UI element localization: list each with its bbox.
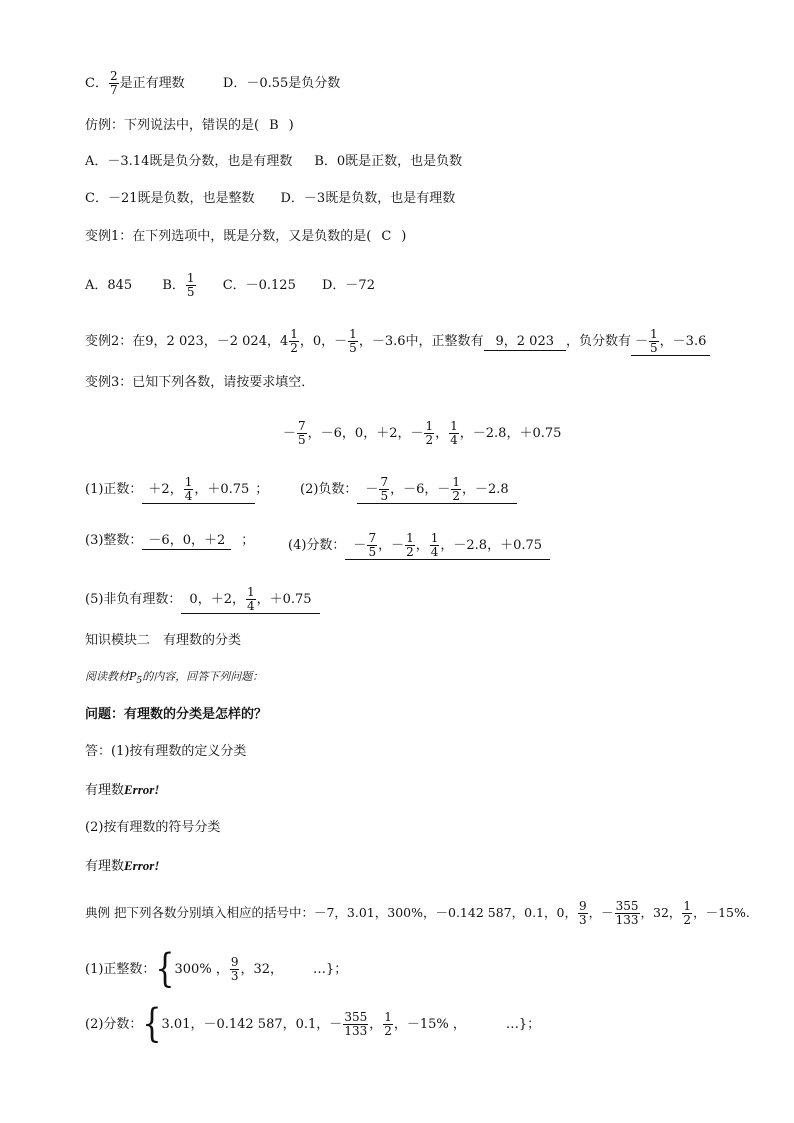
variant-2-question: 变例2：在9，2 023，－2 024，4 $\frac{1}{2}$ ，0，－ $\frac{1}{5}$ ，－3.6中，正整数有 9，2 023 ，负分数有 － $\frac{1}{5}$ ，－3.6 <box>85 328 710 356</box>
options-ab: A．－3.14既是负分数，也是有理数 B．0既是正数，也是负数 <box>85 154 463 169</box>
options-cd: C．－21既是负数，也是整数 D．－3既是负数，也是有理数 <box>85 191 456 206</box>
answer-blank: － $\frac{1}{5}$ ，－3.6 <box>631 328 710 356</box>
fraction: $\frac{2}{7}$ <box>109 69 118 97</box>
variant-1-question: 变例1：在下列选项中，既是分数，又是负数的是( C ) <box>85 229 407 244</box>
answer-blank: 9，2 023 <box>484 334 567 351</box>
rational-classification-2: 有理数Error! <box>85 858 160 874</box>
q5-nonnegative: (5)非负有理数： 0，＋2， $\frac{1}{4}$ ，＋0.75 <box>85 586 320 614</box>
q3-integer: (3)整数： －6，0，＋2 ； <box>85 533 255 548</box>
rational-classification-1: 有理数Error! <box>85 782 160 798</box>
q2-negative: (2)负数： － $\frac{7}{5}$ ，－6，－ $\frac{1}{2}$ ，－2.8 <box>300 476 517 504</box>
fraction: $\frac{1}{5}$ <box>186 271 195 299</box>
question-line: 问题：有理数的分类是怎样的？ <box>85 707 268 722</box>
answer-line: 答：(1)按有理数的定义分类 <box>85 744 247 759</box>
example-q2: (2)分数：{3.01，－0.142 587，0.1，－ $\frac{355}{133}$ ， $\frac{1}{2}$ ，－15% ， …}； <box>85 1001 541 1047</box>
answer: C <box>381 229 392 244</box>
q4-fraction: (4)分数： － $\frac{7}{5}$ ，－ $\frac{1}{2}$ ， $\frac{1}{4}$ ，－2.8，＋0.75 <box>288 532 550 560</box>
example-question: 仿例：下列说法中，错误的是( B ) <box>85 118 294 133</box>
reading-instruction: 阅读教材$P_5$的内容，回答下列问题： <box>85 670 264 687</box>
variant-1-options: A．845 B． $\frac{1}{5}$ C．－0.125 D．－72 <box>85 271 375 299</box>
typical-example: 典例 把下列各数分别填入相应的括号中：－7，3.01，300%，－0.142 587，0.1，0， $\frac{9}{3}$ ，－ $\frac{355}{133}$ ，32， $\frac{1}{2}$ ，－15%. <box>85 899 750 927</box>
q1-positive: (1)正数： ＋2， $\frac{1}{4}$ ，＋0.75 ； <box>85 475 269 503</box>
fraction: $\frac{1}{2}$ <box>290 327 298 355</box>
number-list: － $\frac{7}{5}$ ，－6，0，＋2，－ $\frac{1}{2}$ ， $\frac{1}{4}$ ，－2.8，＋0.75 <box>283 419 562 447</box>
variant-3-question: 变例3：已知下列各数，请按要求填空． <box>85 375 315 390</box>
example-q1: (1)正整数：{300% ， $\frac{9}{3}$ ，32， …}； <box>85 946 348 992</box>
sign-classification: (2)按有理数的符号分类 <box>85 820 221 835</box>
option-line-c-d: C． $\frac{2}{7}$ 是正有理数 D．－0.55是负分数 <box>85 69 341 97</box>
answer: B <box>269 118 279 133</box>
fraction: $\frac{1}{5}$ <box>349 327 357 355</box>
module-heading: 知识模块二 有理数的分类 <box>85 633 242 648</box>
